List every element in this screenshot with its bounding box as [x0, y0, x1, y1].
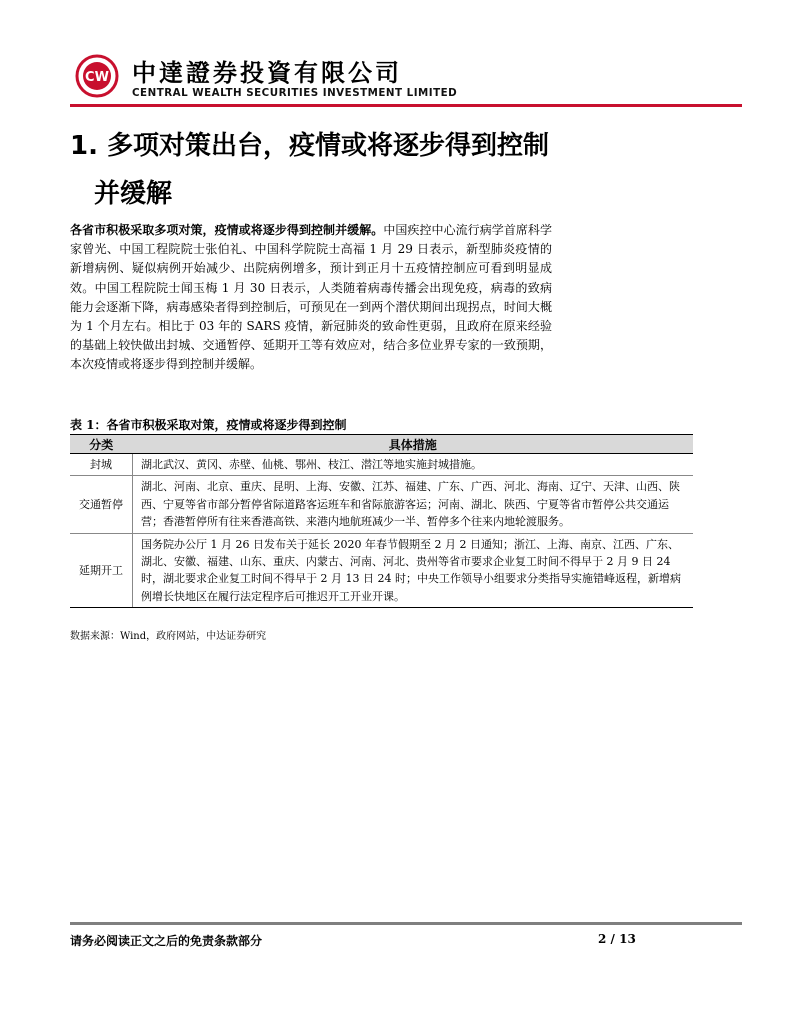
- table-cell-detail: 国务院办公厅 1 月 26 日发布关于延长 2020 年春节假期至 2 月 2 日通知；浙江、上海、南京、江西、广东、湖北、安徽、福建、山东、重庆、内蒙古、河南、河北、贵州等省市要求企业复工时间不得早于 2 月 9 日 24 时，湖北要求企业复工时间不得早于 2 月 13 日 24 时；中央工作领导小组要求分类指导实施错峰返程，新增病例增长快地区在履行法定程序后可推迟开工开业开课。: [133, 533, 694, 608]
- disclaimer-note: 请务必阅读正文之后的免责条款部分: [70, 934, 263, 948]
- column-header-measures: 具体措施: [133, 435, 694, 454]
- page-header: [70, 45, 740, 105]
- table-caption: 表 1：各省市积极采取对策，疫情或将逐步得到控制: [70, 418, 347, 432]
- measures-table: [70, 434, 693, 608]
- body-text: 中国疾控中心流行病学首席科学家曾光、中国工程院院士张伯礼、中国科学院院士高福 1 月 29 日表示，新型肺炎疫情的新增病例、疑似病例开始减少、出院病例增多，预计到正月十五疫情控制应可看到明显成效。中国工程院院士闻玉梅 1 月 30 日表示，人类随着病毒传播会出现免疫，病毒的致病能力会逐渐下降，病毒感染者得到控制后，可预见在一到两个潜伏期间出现拐点，时间大概为 1 个月左右。相比于 03 年的 SARS 疫情，新冠肺炎的致命性更弱，且政府在原来经验的基础上较快做出封城、交通暂停、延期开工等有效应对，结合多位业界专家的一致预期，本次疫情或将逐步得到控制并缓解。: [70, 223, 552, 372]
- company-name-cn: 中達證券投資有限公司: [132, 59, 402, 87]
- table-row: [70, 454, 693, 476]
- company-name-en: CENTRAL WEALTH SECURITIES INVESTMENT LIMITED: [132, 87, 458, 99]
- company-logo: [75, 54, 119, 98]
- table-cell-category: 封城: [70, 454, 133, 476]
- table-cell-category: 延期开工: [70, 533, 133, 608]
- section-title-line1: 1. 多项对策出台，疫情或将逐步得到控制: [70, 131, 550, 161]
- table-cell-detail: 湖北、河南、北京、重庆、昆明、上海、安徽、江苏、福建、广东、广西、河北、海南、辽宁、天津、山西、陕西、宁夏等省市部分暂停省际道路客运班车和省际旅游客运；河南、湖北、陕西、宁夏等省市暂停公共交通运营；香港暂停所有往来香港高铁、来港内地航班减少一半、暂停多个往来内地轮渡服务。: [133, 476, 694, 533]
- table-row: [70, 476, 693, 533]
- svg-text:CW: CW: [85, 70, 109, 85]
- body-paragraph: [70, 221, 552, 375]
- table-cell-detail: 湖北武汉、黄冈、赤壁、仙桃、鄂州、枝江、潜江等地实施封城措施。: [133, 454, 694, 476]
- section-title-line2: 并缓解: [94, 179, 173, 209]
- header-divider: [70, 104, 742, 107]
- table-row: [70, 533, 693, 608]
- data-source-note: 数据来源：Wind，政府网站，中达证券研究: [70, 631, 267, 642]
- table-cell-category: 交通暂停: [70, 476, 133, 533]
- table-header-row: [70, 435, 693, 454]
- column-header-category: 分类: [70, 435, 133, 454]
- page-number: 2 / 13: [598, 932, 636, 946]
- body-lead: 各省市积极采取多项对策，疫情或将逐步得到控制并缓解。: [70, 223, 384, 237]
- footer-divider: [70, 922, 742, 925]
- section-title: [70, 122, 710, 218]
